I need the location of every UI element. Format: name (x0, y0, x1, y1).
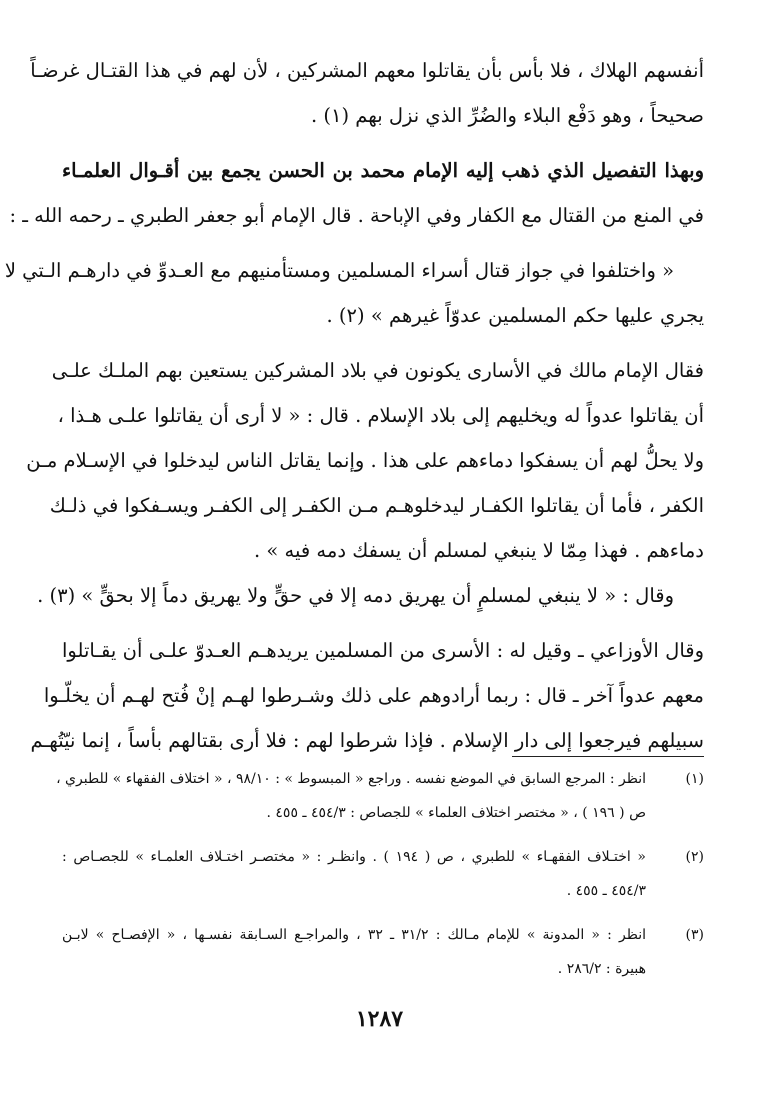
text-line: وقال : « لا ينبغي لمسلمٍ أن يهريق دمه إلا في حقٍّ ولا يهريق دماً إلا بحقٍّ » (٣) . (37, 584, 674, 607)
text-line: أن يقاتلوا عدواً له ويخليهم إلى بلاد الإسلام . قال : « لا أرى أن يقاتلوا علـى هـذا ، (57, 404, 704, 427)
text-line: أنفسهم الهلاك ، فلا بأس بأن يقاتلوا معهم المشركين ، لأن لهم في هذا القتـال غرضـاً (30, 59, 704, 82)
footnote-line: « اختـلاف الفقهـاء » للطبري ، ص ( ١٩٤ ) . وانظـر : « مختصـر اختـلاف العلمـاء » للجصـاص : (62, 849, 646, 865)
footnote-separator (512, 756, 704, 757)
footnote-line: ص ( ١٩٦ ) ، « مختصر اختلاف العلماء » للجصاص : ٤٥٤/٣ ـ ٤٥٥ . (266, 805, 646, 821)
text-line: في المنع من القتال مع الكفار وفي الإباحة . قال الإمام أبو جعفر الطبري ـ رحمه الله ـ : (9, 204, 704, 227)
text-line: وبهذا التفصيل الذي ذهب إليه الإمام محمد بن الحسن يجمع بين أقـوال العلمـاء (62, 159, 704, 182)
text-line: وقال الأوزاعي ـ وقيل له : الأسرى من المسلمين يريدهـم العـدوّ علـى أن يقـاتلوا (62, 639, 704, 662)
footnote-line: انظر : المرجع السابق في الموضع نفسه . وراجع « المبسوط » : ٩٨/١٠ ، « اختلاف الفقهاء » للطبري ، (56, 771, 646, 787)
text-line: فقال الإمام مالك في الأسارى يكونون في بلاد المشركين يستعين بهم الملـك علـى (51, 359, 704, 382)
page-body (4, 48, 704, 763)
footnote (62, 918, 704, 986)
footnote (62, 840, 704, 908)
footnote-number: (٢) (685, 849, 704, 865)
text-line: صحيحاً ، وهو دَفْع البلاء والضُرِّ الذي نزل بهم (١) . (310, 104, 704, 127)
footnotes (56, 762, 704, 996)
text-line: الكفر ، فأما أن يقاتلوا الكفـار ليدخلوهـم مـن الكفـر إلى الكفـر ويسـفكوا في ذلـك (49, 494, 704, 517)
quote-line: « واختلفوا في جواز قتال أسراء المسلمين ومستأمنيهم مع العـدوِّ في دارهـم الـتي لا (4, 259, 674, 282)
footnote-number: (١) (685, 771, 704, 787)
footnote-line: ٤٥٤/٣ ـ ٤٥٥ . (566, 883, 646, 899)
text-line: سبيلهم فيرجعوا إلى دار الإسلام . فإذا شرطوا لهم : فلا أرى بقتالهم بأساً ، إنما نيّتُهـم (30, 729, 704, 752)
footnote-line: انظر : « المدونة » للإمام مـالك : ٣١/٢ ـ ٣٢ ، والمراجـع السـابقة نفسـها ، « الإفصـاح » لابـن (62, 927, 646, 943)
footnote-number: (٣) (685, 927, 704, 943)
quote-line: يجري عليها حكم المسلمين عدوّاً غيرهم » (٢) . (326, 304, 704, 327)
page-number: ١٢٨٧ (355, 1006, 404, 1032)
footnote (56, 762, 704, 830)
text-line: دماءهم . فهذا مِمّا لا ينبغي لمسلم أن يسفك دمه فيه » . (254, 539, 704, 562)
text-line: معهم عدواً آخر ـ قال : ربما أرادوهم على ذلك وشـرطوا لهـم إنْ فُتح لهـم أن يخلّـوا (43, 684, 704, 707)
text-line: ولا يحلُّ لهم أن يسفكوا دماءهم على هذا . وإنما يقاتل الناس ليدخلوا في الإسـلام مـن (26, 449, 704, 472)
footnote-line: هبيرة : ٢٨٦/٢ . (557, 961, 646, 977)
